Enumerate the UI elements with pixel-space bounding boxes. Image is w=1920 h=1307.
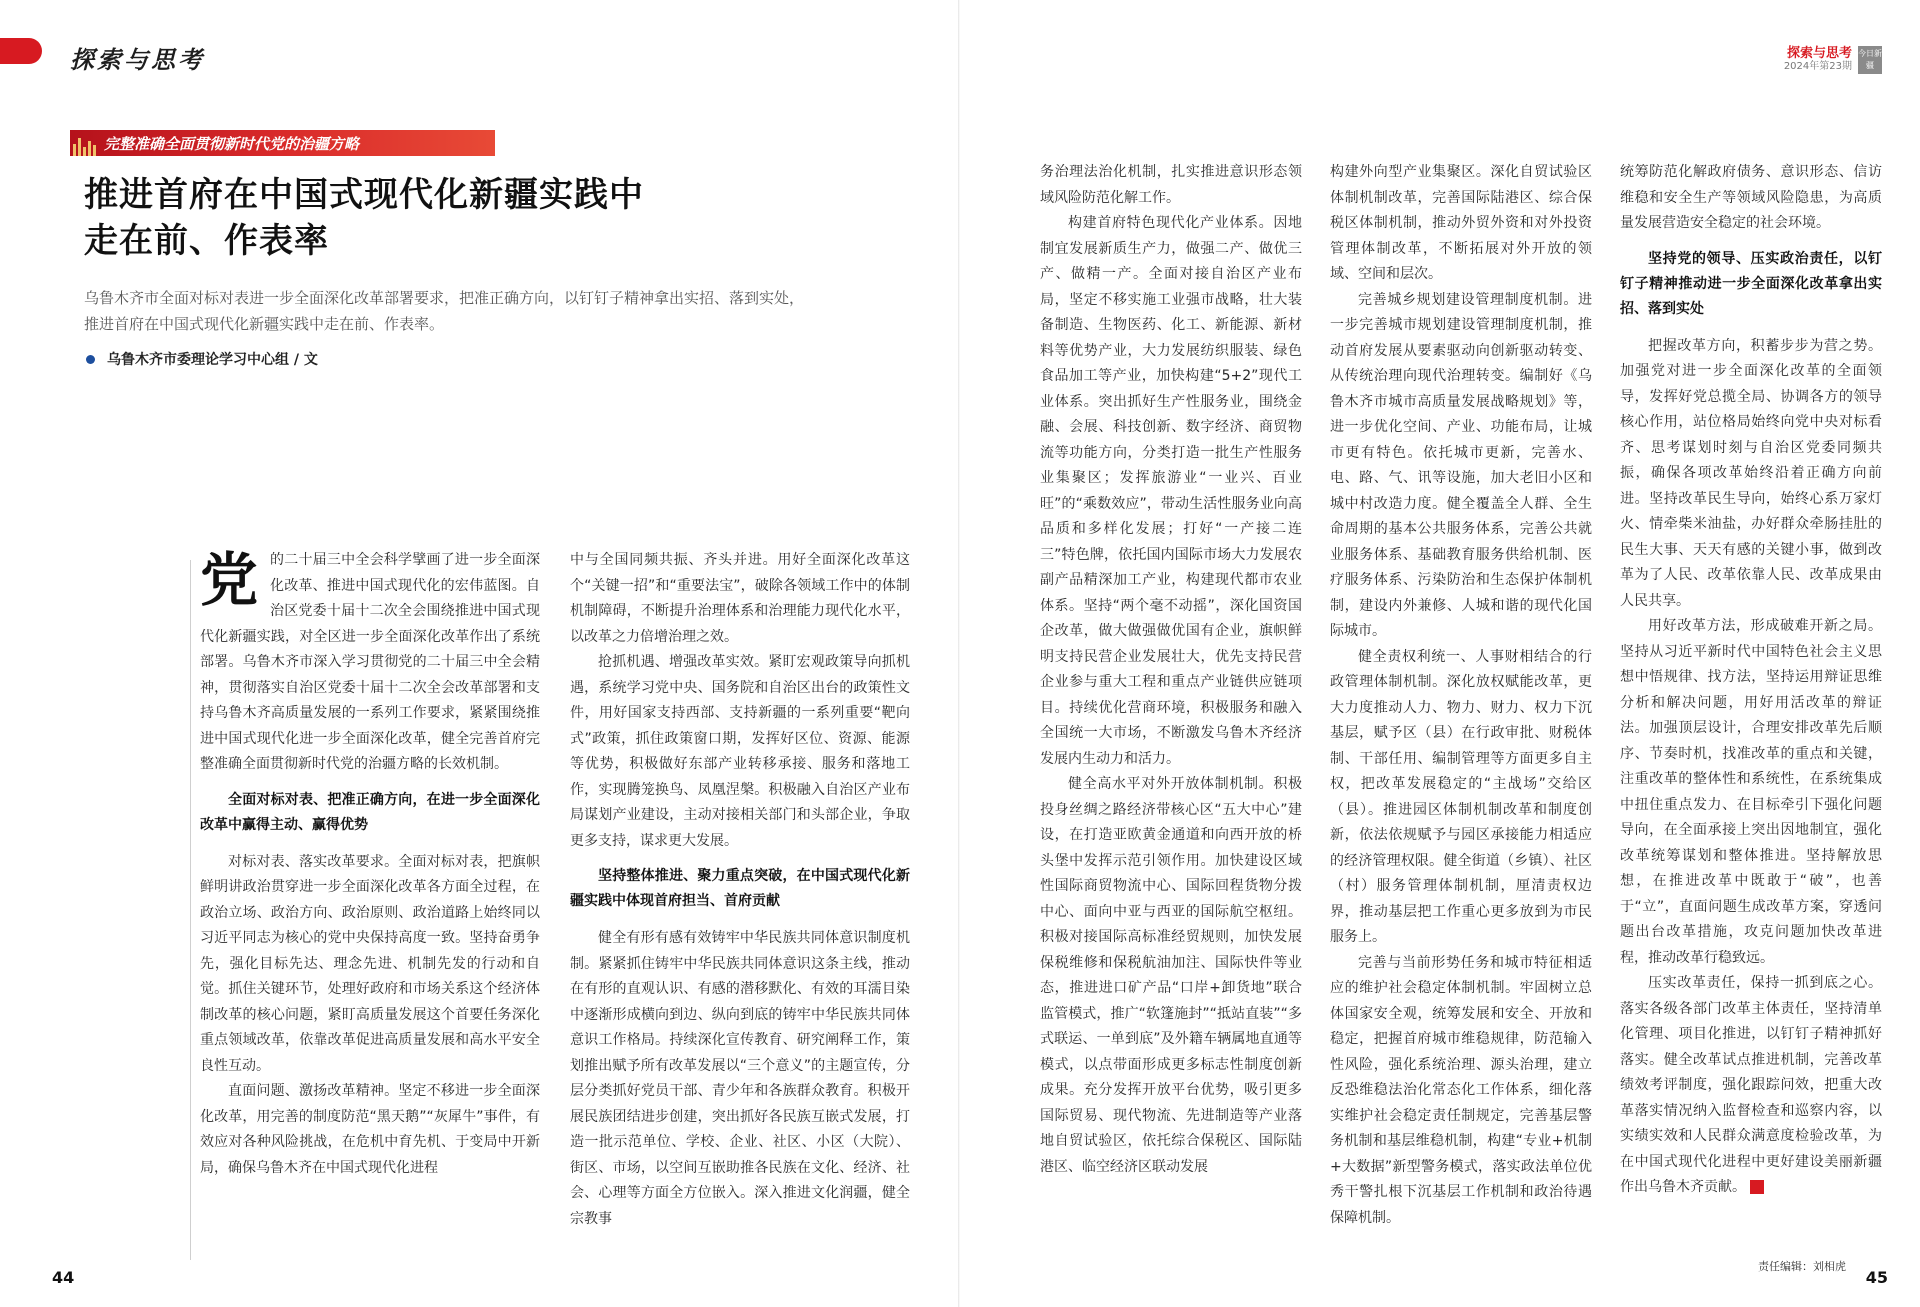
paragraph: 健全责权利统一、人事财相结合的行政管理体制机制。深化放权赋能改革，更大力度推动人力、物力、财力、权力下沉基层，赋予区（县）在行政审批、财税体制、干部任用、编制管理等方面更多自主权，把改革发展稳定的“主战场”交给区（县）。推进园区体制机制改革和制度创新，依法依规赋予与园区承接能力相适应的经济管理权限。健全街道（乡镇）、社区（村）服务管理体制机制，厘清责权边界，推动基层把工作重心更多放到为市民服务上。 <box>1330 648 1592 945</box>
paragraph: 对标对表、落实改革要求。全面对标对表，把旗帜鲜明讲政治贯穿进一步全面深化改革各方面全过程，在政治立场、政治方向、政治原则、政治道路上始终同以习近平同志为核心的党中央保持高度一致。坚持奋勇争先，强化目标先达、理念先进、机制先发的行动和自觉。抓住关键环节，处理好政府和市场关系这个经济体制改革的核心问题，紧盯高质量发展这个首要任务深化重点领域改革，依靠改革促进高质量发展和高水平安全良性互动。 <box>200 853 540 1074</box>
column-3 <box>1040 160 1302 1180</box>
section-title: 探索与思考 <box>70 45 205 74</box>
column-2 <box>570 548 910 1232</box>
subheading: 全面对标对表、把准正确方向，在进一步全面深化改革中赢得主动、赢得优势 <box>200 791 540 833</box>
subheading: 坚持整体推进、聚力重点突破，在中国式现代化新疆实践中体现首府担当、首府贡献 <box>570 868 910 909</box>
dropcap: 党 <box>200 546 259 614</box>
section-red-tab <box>0 38 42 64</box>
banner-text: 完整准确全面贯彻新时代党的治疆方略 <box>104 134 360 153</box>
paragraph: 完善与当前形势任务和城市特征相适应的维护社会稳定体制机制。牢固树立总体国家安全观，统筹发展和安全、开放和稳定，把握首府城市维稳规律，防范输入性风险，强化系统治理、源头治理，建立反恐维稳法治化常态化工作体系，细化落实维护社会稳定责任制规定，完善基层警务机制和基层维稳机制，构建“专业+机制+大数据”新型警务模式，落实政法单位优秀干警扎根下沉基层工作机制和政治待遇保障机制。 <box>1330 954 1592 1226</box>
running-header-text <box>1784 47 1852 73</box>
paragraph: 健全有形有感有效铸牢中华民族共同体意识制度机制。紧紧抓住铸牢中华民族共同体意识这条主线，推动在有形的直观认识、有感的潜移默化、有效的耳濡目染中逐渐形成横向到边、纵向到底的铸牢中华民族共同体意识工作格局。持续深化宣传教育、研究阐释工作，策划推出赋予所有改革发展以“三个意义”的主题宣传，分层分类抓好党员干部、青少年和各族群众教育。积极开展民族团结进步创建，突出抓好各民族互嵌式发展，打造一批示范单位、学校、企业、社区、小区（大院）、街区、市场，以空间互嵌助推各民族在文化、经济、社会、心理等方面全方位嵌入。深入推进文化润疆，健全宗教事 <box>570 930 910 1227</box>
end-mark-icon <box>1750 1180 1764 1194</box>
magazine-logo: 今日新疆 <box>1858 46 1882 74</box>
paragraph: 务治理法治化机制，扎实推进意识形态领域风险防范化解工作。 <box>1040 164 1302 206</box>
paragraph: 压实改革责任，保持一抓到底之心。落实各级各部门改革主体责任，坚持清单化管理、项目化推进，以钉钉子精神抓好落实。健全改革试点推进机制，完善改革绩效考评制度，强化跟踪问效，把重大改革落实情况纳入监督检查和巡察内容，以实绩实效和人民群众满意度检验改革，为在中国式现代化进程中更好建设美丽新疆作出乌鲁木齐贡献。 <box>1620 975 1882 1195</box>
left-page <box>0 0 958 1307</box>
paragraph: 健全高水平对外开放体制机制。积极投身丝绸之路经济带核心区“五大中心”建设，在打造亚欧黄金通道和向西开放的桥头堡中发挥示范引领作用。加快建设区域性国际商贸物流中心、国际回程货物分拨中心、面向中亚与西亚的国际航空枢纽。积极对接国际高标准经贸规则，加快发展保税维修和保税航油加注、国际快件等业态，推进进口矿产品“口岸+卸货地”联合监管模式，推广“软篷施封”“抵站直装”“多式联运、一单到底”及外籍车辆属地直通等模式，以点带面形成更多标志性制度创新成果。充分发挥开放平台优势，吸引更多国际贸易、现代物流、先进制造等产业落地自贸试验区，依托综合保税区、国际陆港区、临空经济区联动发展 <box>1040 776 1302 1175</box>
paragraph: 完善城乡规划建设管理制度机制。进一步完善城市规划建设管理制度机制，推动首府发展从要素驱动向创新驱动转变、从传统治理向现代治理转变。编制好《乌鲁木齐市城市高质量发展战略规划》等，进一步优化空间、产业、功能布局，让城市更有特色。依托城市更新，完善水、电、路、气、讯等设施，加大老旧小区和城中村改造力度。健全覆盖全人群、全生命周期的基本公共服务体系，完善公共就业服务体系、基础教育服务供给机制、医疗服务体系、污染防治和生态保护体制机制，建设内外兼修、人城和谐的现代化国际城市。 <box>1330 291 1592 639</box>
paragraph: 抢抓机遇、增强改革实效。紧盯宏观政策导向抓机遇，系统学习党中央、国务院和自治区出台的政策性文件，用好国家支持西部、支持新疆的一系列重要“靶向式”政策，抓住政策窗口期，发挥好区位、资源、能源等优势，积极做好东部产业转移承接、服务和落地工作，实现腾笼换鸟、凤凰涅槃。积极融入自治区产业布局谋划产业建设，主动对接相关部门和头部企业，争取更多支持，谋求更大发展。 <box>570 654 910 849</box>
page-number-right: 45 <box>1865 1268 1888 1287</box>
subheading: 坚持党的领导、压实政治责任，以钉钉子精神推动进一步全面深化改革拿出实招、落到实处 <box>1620 250 1882 317</box>
paragraph: 党的二十届三中全会科学擘画了进一步全面深化改革、推进中国式现代化的宏伟蓝图。自治区党委十届十二次全会围绕推进中国式现代化新疆实践，对全区进一步全面深化改革作出了系统部署。乌鲁木齐市深入学习贯彻党的二十届三中全会精神，贯彻落实自治区党委十届十二次全会改革部署和支持乌鲁木齐高质量发展的一系列工作要求，紧紧围绕推进中国式现代化进一步全面深化改革，健全完善首府完整准确全面贯彻新时代党的治疆方略的长效机制。 <box>200 546 540 772</box>
article-lead: 乌鲁木齐市全面对标对表进一步全面深化改革部署要求，把准正确方向，以钉钉子精神拿出实招、落到实处，推进首府在中国式现代化新疆实践中走在前、作表率。 <box>84 289 805 333</box>
column-banner <box>70 130 495 156</box>
column-1 <box>200 548 540 1181</box>
column-rule <box>190 560 191 1260</box>
paragraph: 统筹防范化解政府债务、意识形态、信访维稳和安全生产等领域风险隐患，为高质量发展营造安全稳定的社会环境。 <box>1620 164 1882 231</box>
paragraph: 把握改革方向，积蓄步步为营之势。加强党对进一步全面深化改革的全面领导，发挥好党总揽全局、协调各方的领导核心作用，站位格局始终向党中央对标看齐、思考谋划时刻与自治区党委同频共振，确保各项改革始终沿着正确方向前进。坚持改革民生导向，始终心系万家灯火、情牵柴米油盐，办好群众牵肠挂肚的民生大事、天天有感的关键小事，做到改革为了人民、改革依靠人民、改革成果由人民共享。 <box>1620 337 1882 609</box>
byline-text: 乌鲁木齐市委理论学习中心组 / 文 <box>107 352 318 368</box>
column-5 <box>1620 160 1882 1201</box>
column-4 <box>1330 160 1592 1231</box>
running-header <box>1784 46 1882 74</box>
page-number-left: 44 <box>52 1268 75 1287</box>
paragraph: 直面问题、激扬改革精神。坚定不移进一步全面深化改革，用完善的制度防范“黑天鹅”“灰犀牛”事件，有效应对各种风险挑战，在危机中育先机、于变局中开新局，确保乌鲁木齐在中国式现代化进程 <box>200 1083 540 1176</box>
bullet-dot-icon <box>86 355 95 364</box>
paragraph: 构建外向型产业集聚区。深化自贸试验区体制机制改革，完善国际陆港区、综合保税区体制机制，推动外贸外资和对外投资管理体制改革，不断拓展对外开放的领域、空间和层次。 <box>1330 164 1592 282</box>
title-line-2: 走在前、作表率 <box>84 221 329 261</box>
title-line-1: 推进首府在中国式现代化新疆实践中 <box>84 175 644 215</box>
issue-number: 2024年第23期 <box>1783 61 1852 72</box>
running-header-title: 探索与思考 <box>1786 46 1852 61</box>
skyline-icon <box>70 130 100 156</box>
paragraph: 中与全国同频共振、齐头并进。用好全面深化改革这个“关键一招”和“重要法宝”，破除各领域工作中的体制机制障碍，不断提升治理体系和治理能力现代化水平，以改革之力倍增治理之效。 <box>570 552 910 645</box>
article-title <box>84 172 644 264</box>
paragraph: 构建首府特色现代化产业体系。因地制宜发展新质生产力，做强二产、做优三产、做精一产。全面对接自治区产业布局，坚定不移实施工业强市战略，壮大装备制造、生物医药、化工、新能源、新材料等优势产业，大力发展纺织服装、绿色食品加工等产业，加快构建“5+2”现代工业体系。突出抓好生产性服务业，围绕金融、会展、科技创新、数字经济、商贸物流等功能方向，分类打造一批生产性服务业集聚区；发挥旅游业“一业兴、百业旺”的“乘数效应”，带动生活性服务业向高品质和多样化发展；打好“一产接二连三”特色牌，依托国内国际市场大力发展农副产品精深加工产业，构建现代都市农业体系。坚持“两个毫不动摇”，深化国资国企改革，做大做强做优国有企业，旗帜鲜明支持民营企业发展壮大，优先支持民营企业参与重大工程和重点产业链供应链项目。持续优化营商环境，积极服务和融入全国统一大市场，不断激发乌鲁木齐经济发展内生动力和活力。 <box>1040 215 1302 767</box>
paragraph: 用好改革方法，形成破难开新之局。坚持从习近平新时代中国特色社会主义思想中悟规律、找方法，坚持运用辩证思维分析和解决问题，用好用活改革的辩证法。加强顶层设计，合理安排改革先后顺序、节奏时机，找准改革的重点和关键，注重改革的整体性和系统性，在系统集成中扭住重点发力、在目标牵引下强化问题导向，在全面承接上突出因地制宜，强化改革统筹谋划和整体推进。坚持解放思想，在推进改革中既敢于“破”，也善于“立”，直面问题生成改革方案，穿透问题出台改革措施，攻克问题加快改革进程，推动改革行稳致远。 <box>1620 618 1882 966</box>
editor-credit: 责任编辑：刘相虎 <box>1758 1260 1846 1273</box>
byline <box>86 349 318 369</box>
